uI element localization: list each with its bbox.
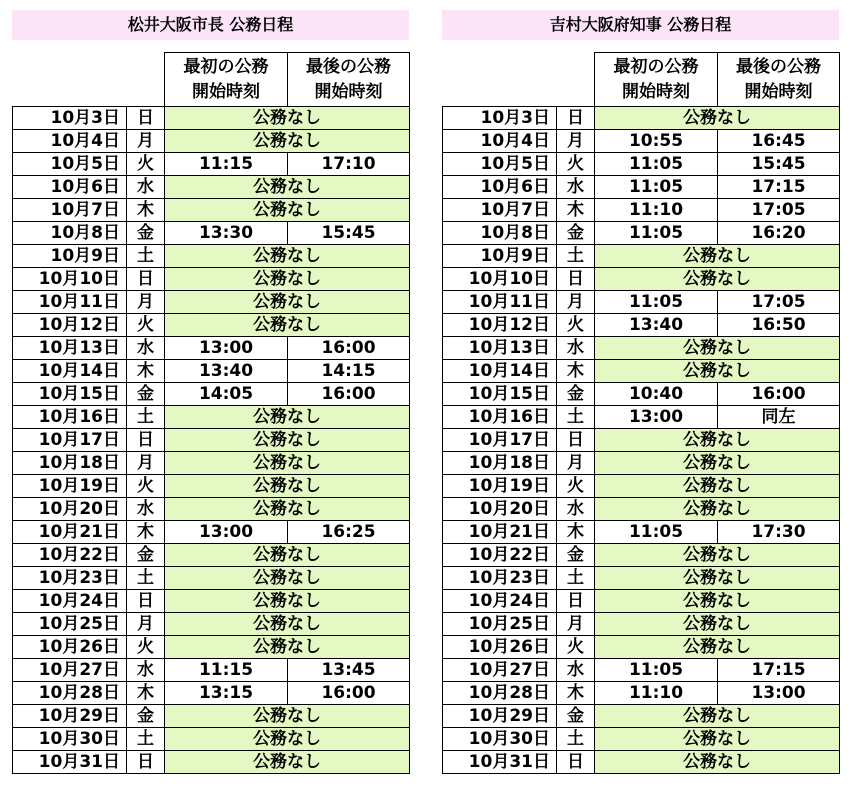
table-row bbox=[13, 245, 410, 268]
weekday-cell: 金 bbox=[127, 705, 165, 728]
weekday-cell: 日 bbox=[127, 751, 165, 774]
table-row bbox=[13, 199, 410, 222]
date-cell: 10月24日 bbox=[13, 590, 127, 613]
table-row bbox=[13, 751, 410, 774]
weekday-cell: 土 bbox=[127, 406, 165, 429]
date-cell: 10月15日 bbox=[443, 383, 557, 406]
first-start-cell: 13:40 bbox=[165, 360, 288, 383]
no-duty-cell: 公務なし bbox=[595, 107, 840, 130]
table-row bbox=[13, 636, 410, 659]
weekday-cell: 月 bbox=[127, 130, 165, 153]
no-duty-cell: 公務なし bbox=[595, 360, 840, 383]
header-row bbox=[13, 53, 410, 107]
date-cell: 10月21日 bbox=[13, 521, 127, 544]
date-cell: 10月29日 bbox=[13, 705, 127, 728]
weekday-cell: 日 bbox=[127, 429, 165, 452]
weekday-cell: 火 bbox=[127, 153, 165, 176]
table-row bbox=[443, 222, 840, 245]
date-cell: 10月18日 bbox=[13, 452, 127, 475]
table-row bbox=[443, 245, 840, 268]
header-last-start-line1: 最後の公務 bbox=[306, 56, 391, 77]
table-row bbox=[13, 291, 410, 314]
date-cell: 10月31日 bbox=[13, 751, 127, 774]
date-cell: 10月13日 bbox=[13, 337, 127, 360]
table-row bbox=[13, 705, 410, 728]
no-duty-cell: 公務なし bbox=[165, 544, 410, 567]
last-start-cell: 14:15 bbox=[288, 360, 410, 383]
weekday-cell: 日 bbox=[557, 107, 595, 130]
date-cell: 10月27日 bbox=[13, 659, 127, 682]
header-first-start bbox=[595, 53, 718, 107]
weekday-cell: 月 bbox=[557, 452, 595, 475]
table-row bbox=[443, 705, 840, 728]
header-first-start-line1: 最初の公務 bbox=[183, 56, 269, 77]
table-row bbox=[443, 429, 840, 452]
weekday-cell: 水 bbox=[127, 176, 165, 199]
weekday-cell: 木 bbox=[557, 521, 595, 544]
weekday-cell: 金 bbox=[127, 544, 165, 567]
no-duty-cell: 公務なし bbox=[165, 268, 410, 291]
weekday-cell: 木 bbox=[557, 360, 595, 383]
header-last-start bbox=[288, 53, 410, 107]
last-start-cell: 17:05 bbox=[718, 199, 840, 222]
table-row bbox=[443, 199, 840, 222]
last-start-cell: 15:45 bbox=[718, 153, 840, 176]
weekday-cell: 火 bbox=[557, 153, 595, 176]
date-cell: 10月11日 bbox=[443, 291, 557, 314]
no-duty-cell: 公務なし bbox=[165, 406, 410, 429]
header-row bbox=[443, 53, 840, 107]
last-start-cell: 13:45 bbox=[288, 659, 410, 682]
no-duty-cell: 公務なし bbox=[165, 176, 410, 199]
first-start-cell: 11:05 bbox=[595, 153, 718, 176]
last-start-cell: 16:00 bbox=[718, 383, 840, 406]
table-row bbox=[443, 452, 840, 475]
weekday-cell: 月 bbox=[127, 452, 165, 475]
last-start-cell: 17:30 bbox=[718, 521, 840, 544]
no-duty-cell: 公務なし bbox=[165, 314, 410, 337]
no-duty-cell: 公務なし bbox=[595, 751, 840, 774]
date-cell: 10月14日 bbox=[443, 360, 557, 383]
no-duty-cell: 公務なし bbox=[595, 728, 840, 751]
weekday-cell: 水 bbox=[557, 498, 595, 521]
header-last-start-line2: 開始時刻 bbox=[314, 81, 383, 102]
table-row bbox=[13, 314, 410, 337]
table-row bbox=[443, 360, 840, 383]
first-start-cell: 14:05 bbox=[165, 383, 288, 406]
date-cell: 10月21日 bbox=[443, 521, 557, 544]
weekday-cell: 金 bbox=[127, 222, 165, 245]
table-row bbox=[443, 613, 840, 636]
no-duty-cell: 公務なし bbox=[165, 636, 410, 659]
table-row bbox=[443, 590, 840, 613]
weekday-cell: 月 bbox=[127, 613, 165, 636]
header-first-start-line2: 開始時刻 bbox=[192, 81, 260, 102]
weekday-cell: 金 bbox=[127, 383, 165, 406]
weekday-cell: 日 bbox=[127, 268, 165, 291]
date-cell: 10月26日 bbox=[13, 636, 127, 659]
date-cell: 10月18日 bbox=[443, 452, 557, 475]
first-start-cell: 11:05 bbox=[595, 291, 718, 314]
table-row bbox=[13, 176, 410, 199]
no-duty-cell: 公務なし bbox=[165, 429, 410, 452]
table-row bbox=[443, 130, 840, 153]
weekday-cell: 水 bbox=[127, 337, 165, 360]
date-cell: 10月7日 bbox=[443, 199, 557, 222]
table-row bbox=[13, 613, 410, 636]
last-start-cell: 17:05 bbox=[718, 291, 840, 314]
table-row bbox=[443, 544, 840, 567]
date-cell: 10月31日 bbox=[443, 751, 557, 774]
no-duty-cell: 公務なし bbox=[595, 498, 840, 521]
header-first-start bbox=[165, 53, 288, 107]
date-cell: 10月8日 bbox=[443, 222, 557, 245]
weekday-cell: 木 bbox=[127, 521, 165, 544]
table-row bbox=[443, 383, 840, 406]
no-duty-cell: 公務なし bbox=[165, 705, 410, 728]
header-last-start-line1: 最後の公務 bbox=[736, 56, 821, 77]
weekday-cell: 水 bbox=[557, 659, 595, 682]
table-row bbox=[13, 383, 410, 406]
no-duty-cell: 公務なし bbox=[165, 590, 410, 613]
date-cell: 10月26日 bbox=[443, 636, 557, 659]
weekday-cell: 月 bbox=[557, 613, 595, 636]
table-row bbox=[13, 107, 410, 130]
date-cell: 10月13日 bbox=[443, 337, 557, 360]
schedule-table bbox=[442, 52, 840, 774]
no-duty-cell: 公務なし bbox=[165, 728, 410, 751]
header-blank bbox=[13, 53, 165, 107]
last-start-cell: 同左 bbox=[718, 406, 840, 429]
header-last-start bbox=[718, 53, 840, 107]
last-start-cell: 17:15 bbox=[718, 176, 840, 199]
first-start-cell: 11:10 bbox=[595, 682, 718, 705]
header-first-start-line1: 最初の公務 bbox=[613, 56, 699, 77]
date-cell: 10月12日 bbox=[443, 314, 557, 337]
date-cell: 10月25日 bbox=[13, 613, 127, 636]
first-start-cell: 13:00 bbox=[165, 521, 288, 544]
last-start-cell: 13:00 bbox=[718, 682, 840, 705]
first-start-cell: 13:00 bbox=[165, 337, 288, 360]
weekday-cell: 土 bbox=[557, 406, 595, 429]
date-cell: 10月28日 bbox=[13, 682, 127, 705]
matsui-schedule-panel bbox=[12, 0, 409, 774]
no-duty-cell: 公務なし bbox=[595, 337, 840, 360]
weekday-cell: 金 bbox=[557, 383, 595, 406]
table-row bbox=[443, 314, 840, 337]
weekday-cell: 日 bbox=[557, 429, 595, 452]
no-duty-cell: 公務なし bbox=[165, 498, 410, 521]
date-cell: 10月5日 bbox=[13, 153, 127, 176]
weekday-cell: 木 bbox=[127, 360, 165, 383]
header-blank bbox=[443, 53, 595, 107]
table-row bbox=[13, 130, 410, 153]
table-row bbox=[13, 659, 410, 682]
no-duty-cell: 公務なし bbox=[165, 130, 410, 153]
first-start-cell: 13:40 bbox=[595, 314, 718, 337]
weekday-cell: 土 bbox=[557, 728, 595, 751]
weekday-cell: 土 bbox=[127, 567, 165, 590]
weekday-cell: 金 bbox=[557, 544, 595, 567]
weekday-cell: 水 bbox=[557, 176, 595, 199]
first-start-cell: 13:15 bbox=[165, 682, 288, 705]
weekday-cell: 月 bbox=[127, 291, 165, 314]
first-start-cell: 10:55 bbox=[595, 130, 718, 153]
last-start-cell: 15:45 bbox=[288, 222, 410, 245]
first-start-cell: 10:40 bbox=[595, 383, 718, 406]
table-row bbox=[443, 567, 840, 590]
weekday-cell: 木 bbox=[127, 682, 165, 705]
table-row bbox=[443, 153, 840, 176]
no-duty-cell: 公務なし bbox=[595, 590, 840, 613]
date-cell: 10月27日 bbox=[443, 659, 557, 682]
date-cell: 10月11日 bbox=[13, 291, 127, 314]
weekday-cell: 土 bbox=[557, 245, 595, 268]
weekday-cell: 金 bbox=[557, 705, 595, 728]
first-start-cell: 13:00 bbox=[595, 406, 718, 429]
first-start-cell: 11:15 bbox=[165, 153, 288, 176]
table-row bbox=[443, 521, 840, 544]
date-cell: 10月10日 bbox=[443, 268, 557, 291]
date-cell: 10月20日 bbox=[13, 498, 127, 521]
weekday-cell: 日 bbox=[557, 268, 595, 291]
weekday-cell: 金 bbox=[557, 222, 595, 245]
weekday-cell: 火 bbox=[557, 314, 595, 337]
table-row bbox=[13, 222, 410, 245]
no-duty-cell: 公務なし bbox=[595, 475, 840, 498]
table-row bbox=[443, 475, 840, 498]
weekday-cell: 火 bbox=[557, 475, 595, 498]
table-row bbox=[13, 521, 410, 544]
date-cell: 10月7日 bbox=[13, 199, 127, 222]
no-duty-cell: 公務なし bbox=[595, 613, 840, 636]
date-cell: 10月4日 bbox=[443, 130, 557, 153]
yoshimura-schedule-panel bbox=[442, 0, 839, 774]
date-cell: 10月23日 bbox=[13, 567, 127, 590]
date-cell: 10月17日 bbox=[443, 429, 557, 452]
first-start-cell: 11:15 bbox=[165, 659, 288, 682]
no-duty-cell: 公務なし bbox=[595, 544, 840, 567]
table-row bbox=[13, 590, 410, 613]
table-row bbox=[13, 728, 410, 751]
date-cell: 10月15日 bbox=[13, 383, 127, 406]
no-duty-cell: 公務なし bbox=[595, 429, 840, 452]
date-cell: 10月30日 bbox=[13, 728, 127, 751]
no-duty-cell: 公務なし bbox=[165, 199, 410, 222]
no-duty-cell: 公務なし bbox=[165, 751, 410, 774]
last-start-cell: 16:50 bbox=[718, 314, 840, 337]
first-start-cell: 11:05 bbox=[595, 222, 718, 245]
date-cell: 10月10日 bbox=[13, 268, 127, 291]
date-cell: 10月3日 bbox=[443, 107, 557, 130]
first-start-cell: 11:10 bbox=[595, 199, 718, 222]
table-row bbox=[13, 475, 410, 498]
no-duty-cell: 公務なし bbox=[165, 291, 410, 314]
weekday-cell: 月 bbox=[557, 291, 595, 314]
table-row bbox=[443, 107, 840, 130]
table-row bbox=[13, 406, 410, 429]
table-row bbox=[13, 153, 410, 176]
date-cell: 10月30日 bbox=[443, 728, 557, 751]
last-start-cell: 17:10 bbox=[288, 153, 410, 176]
date-cell: 10月4日 bbox=[13, 130, 127, 153]
table-row bbox=[443, 682, 840, 705]
last-start-cell: 16:00 bbox=[288, 383, 410, 406]
weekday-cell: 水 bbox=[127, 498, 165, 521]
weekday-cell: 火 bbox=[127, 314, 165, 337]
table-row bbox=[13, 544, 410, 567]
no-duty-cell: 公務なし bbox=[165, 613, 410, 636]
first-start-cell: 11:05 bbox=[595, 659, 718, 682]
table-row bbox=[443, 268, 840, 291]
date-cell: 10月5日 bbox=[443, 153, 557, 176]
table-row bbox=[13, 682, 410, 705]
weekday-cell: 火 bbox=[127, 636, 165, 659]
table-row bbox=[443, 659, 840, 682]
header-last-start-line2: 開始時刻 bbox=[744, 81, 813, 102]
weekday-cell: 土 bbox=[557, 567, 595, 590]
no-duty-cell: 公務なし bbox=[595, 705, 840, 728]
date-cell: 10月9日 bbox=[443, 245, 557, 268]
date-cell: 10月22日 bbox=[443, 544, 557, 567]
weekday-cell: 土 bbox=[127, 245, 165, 268]
table-row bbox=[443, 636, 840, 659]
date-cell: 10月14日 bbox=[13, 360, 127, 383]
weekday-cell: 土 bbox=[127, 728, 165, 751]
no-duty-cell: 公務なし bbox=[165, 567, 410, 590]
table-row bbox=[443, 176, 840, 199]
table-row bbox=[13, 498, 410, 521]
date-cell: 10月6日 bbox=[13, 176, 127, 199]
last-start-cell: 16:25 bbox=[288, 521, 410, 544]
no-duty-cell: 公務なし bbox=[595, 567, 840, 590]
weekday-cell: 木 bbox=[557, 199, 595, 222]
no-duty-cell: 公務なし bbox=[165, 107, 410, 130]
date-cell: 10月17日 bbox=[13, 429, 127, 452]
weekday-cell: 水 bbox=[557, 337, 595, 360]
table-row bbox=[13, 567, 410, 590]
table-row bbox=[13, 268, 410, 291]
date-cell: 10月20日 bbox=[443, 498, 557, 521]
table-row bbox=[443, 728, 840, 751]
date-cell: 10月19日 bbox=[443, 475, 557, 498]
no-duty-cell: 公務なし bbox=[165, 245, 410, 268]
date-cell: 10月29日 bbox=[443, 705, 557, 728]
table-row bbox=[13, 337, 410, 360]
weekday-cell: 木 bbox=[127, 199, 165, 222]
table-row bbox=[13, 360, 410, 383]
no-duty-cell: 公務なし bbox=[595, 245, 840, 268]
last-start-cell: 16:45 bbox=[718, 130, 840, 153]
schedule-table bbox=[12, 52, 410, 774]
table-row bbox=[13, 429, 410, 452]
no-duty-cell: 公務なし bbox=[165, 452, 410, 475]
date-cell: 10月28日 bbox=[443, 682, 557, 705]
last-start-cell: 16:00 bbox=[288, 337, 410, 360]
weekday-cell: 日 bbox=[127, 107, 165, 130]
no-duty-cell: 公務なし bbox=[595, 636, 840, 659]
last-start-cell: 16:20 bbox=[718, 222, 840, 245]
date-cell: 10月3日 bbox=[13, 107, 127, 130]
weekday-cell: 木 bbox=[557, 682, 595, 705]
date-cell: 10月16日 bbox=[13, 406, 127, 429]
date-cell: 10月6日 bbox=[443, 176, 557, 199]
first-start-cell: 11:05 bbox=[595, 176, 718, 199]
weekday-cell: 水 bbox=[127, 659, 165, 682]
last-start-cell: 16:00 bbox=[288, 682, 410, 705]
date-cell: 10月22日 bbox=[13, 544, 127, 567]
last-start-cell: 17:15 bbox=[718, 659, 840, 682]
date-cell: 10月16日 bbox=[443, 406, 557, 429]
weekday-cell: 日 bbox=[557, 590, 595, 613]
table-row bbox=[443, 406, 840, 429]
weekday-cell: 日 bbox=[127, 590, 165, 613]
weekday-cell: 火 bbox=[557, 636, 595, 659]
weekday-cell: 日 bbox=[557, 751, 595, 774]
date-cell: 10月12日 bbox=[13, 314, 127, 337]
header-first-start-line2: 開始時刻 bbox=[622, 81, 690, 102]
weekday-cell: 月 bbox=[557, 130, 595, 153]
weekday-cell: 火 bbox=[127, 475, 165, 498]
table-row bbox=[13, 452, 410, 475]
table-row bbox=[443, 291, 840, 314]
no-duty-cell: 公務なし bbox=[595, 452, 840, 475]
date-cell: 10月24日 bbox=[443, 590, 557, 613]
panel-title: 吉村大阪府知事 公務日程 bbox=[442, 10, 839, 40]
date-cell: 10月19日 bbox=[13, 475, 127, 498]
table-row bbox=[443, 498, 840, 521]
first-start-cell: 11:05 bbox=[595, 521, 718, 544]
first-start-cell: 13:30 bbox=[165, 222, 288, 245]
date-cell: 10月25日 bbox=[443, 613, 557, 636]
no-duty-cell: 公務なし bbox=[595, 268, 840, 291]
date-cell: 10月8日 bbox=[13, 222, 127, 245]
date-cell: 10月23日 bbox=[443, 567, 557, 590]
table-row bbox=[443, 337, 840, 360]
table-row bbox=[443, 751, 840, 774]
no-duty-cell: 公務なし bbox=[165, 475, 410, 498]
date-cell: 10月9日 bbox=[13, 245, 127, 268]
panel-title: 松井大阪市長 公務日程 bbox=[12, 10, 409, 40]
